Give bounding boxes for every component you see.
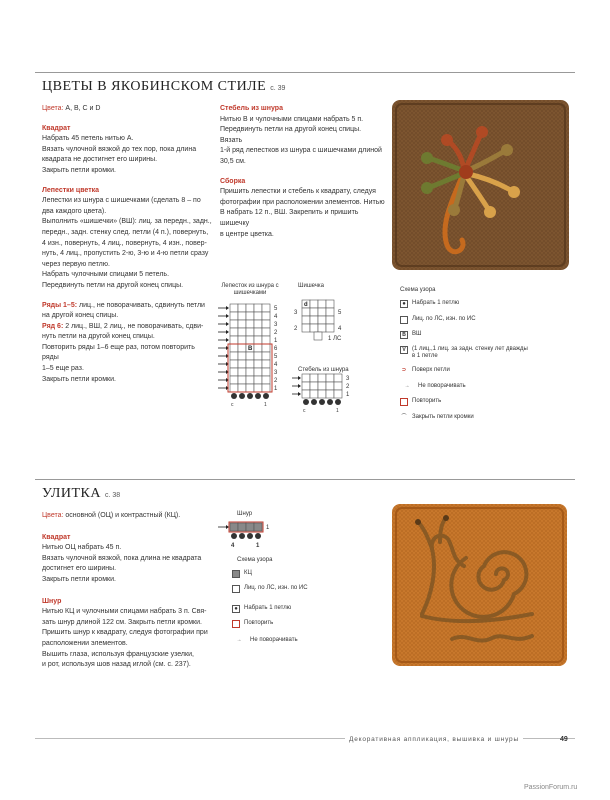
arrow-head (226, 306, 229, 310)
arrow-head (226, 338, 229, 342)
section1-title-text: ЦВЕТЫ В ЯКОБИНСКОМ СТИЛЕ (42, 79, 267, 94)
cast-on-mark (303, 399, 309, 405)
row-number: 3 (346, 376, 350, 382)
chart-cell (238, 376, 246, 384)
legend-label: Повторить (244, 620, 274, 626)
text-line: квадрата не достигнет его ширины. (42, 156, 158, 164)
chart-cell (262, 384, 270, 392)
section1-charts (218, 300, 378, 430)
knit-tbl-icon: V (400, 346, 408, 354)
petal-chart (218, 304, 278, 408)
cast-on-mark (239, 393, 245, 399)
chart-cell (326, 316, 334, 324)
no-turn-arrow-icon: → (404, 383, 410, 389)
chart-cell (262, 344, 270, 352)
text-line: Нитью В и чулочными спицами набрать 5 п. (220, 115, 364, 123)
col-label: 1 (256, 543, 260, 549)
chart-cell (238, 384, 246, 392)
arrow-head (226, 322, 229, 326)
chart-knob-title: Шишечка (298, 283, 325, 289)
chart-cell (238, 360, 246, 368)
chart-cell (262, 304, 270, 312)
chart-cell (238, 336, 246, 344)
cast-on-mark (231, 393, 237, 399)
chart-cell (314, 332, 322, 340)
footer-text: Декоративная аппликация, вышивка и шнуры (345, 736, 523, 743)
knob-chart (294, 300, 342, 342)
chart-cell (230, 352, 238, 360)
chart-cell (302, 382, 310, 390)
chart-cell (262, 352, 270, 360)
legend-label: Набрать 1 петлю (412, 300, 460, 306)
legend-item (400, 367, 530, 375)
chart-cell (318, 308, 326, 316)
section1-assembly-heading: Сборка (220, 177, 246, 185)
chart-cell (230, 376, 238, 384)
chart-cell (326, 324, 334, 332)
section1-square-heading: Квадрат (42, 124, 71, 132)
chart-cell (262, 368, 270, 376)
chart-cell (238, 344, 246, 352)
row-number: 6 (274, 346, 278, 352)
text-line: нуть, 4 лиц., пропустить 2-ю, 3-ю и 4-ю петли сразу (42, 250, 209, 258)
chart-cell (326, 374, 334, 382)
chart-cell (230, 320, 238, 328)
row-number: 2 (294, 326, 298, 332)
text-line: Пришить лепестки и стебель к квадрату, следуя (220, 188, 376, 196)
section1-square-text (42, 134, 212, 176)
section2-left-column (42, 511, 217, 671)
legend-item (232, 620, 322, 628)
chart-cell (246, 320, 254, 328)
chart-cell (318, 324, 326, 332)
chart-cell (230, 384, 238, 392)
arrow-head (298, 392, 301, 396)
knit-stitch-icon (400, 316, 408, 324)
chart-cell (230, 336, 238, 344)
chart-cell (262, 376, 270, 384)
text-line: Закрыть петли кромки. (42, 166, 116, 174)
chart-stem-title: Стебель из шнура (298, 367, 349, 373)
chart-cell (262, 312, 270, 320)
chart-cell (230, 360, 238, 368)
text-line: Пришить шнур к квадрату, следуя фотографии при (42, 629, 208, 637)
section1-petals-text (42, 196, 212, 291)
cast-on-mark (239, 533, 245, 539)
repeat-icon (400, 398, 408, 406)
chart-cell (262, 336, 270, 344)
text-line: Нитью КЦ и чулочными спицами набрать 3 п. Свя- (42, 608, 207, 616)
legend-label: Лиц. по ЛС, изн. по ИС (244, 585, 308, 591)
cast-on-mark (327, 399, 333, 405)
rows-line: Закрыть петли кромки. (42, 375, 116, 383)
chart-cell (334, 374, 342, 382)
section2-square-text (42, 543, 217, 585)
chart-cell (318, 316, 326, 324)
rows-line: Повторить ряды 1–6 еще раз, потом повторить ряды (42, 343, 195, 362)
chart-cell (310, 374, 318, 382)
chart-cell (230, 368, 238, 376)
text-line: через первую петлю. (42, 260, 110, 268)
arrow-head (298, 376, 301, 380)
arrow-head (298, 384, 301, 388)
chart-cell (246, 368, 254, 376)
section1-page-ref: с. 39 (270, 85, 286, 92)
text-line: Передвинуть петли на другой конец спицы. (42, 281, 184, 289)
chart-cell (254, 320, 262, 328)
section1-colors: Цвета: A, B, C и D (42, 105, 101, 112)
text-line: Набрать чулочными спицами 5 петель. (42, 271, 170, 279)
chart-cell (238, 312, 246, 320)
cast-on-mark (255, 533, 261, 539)
chart-cell (238, 523, 246, 531)
row-number: 2 (274, 330, 278, 336)
legend-label: Набрать 1 петлю (244, 605, 292, 611)
knob-note: 1 ЛС (328, 336, 342, 342)
chart-cell (310, 308, 318, 316)
chart-cell (246, 523, 254, 531)
chart-cell (246, 352, 254, 360)
row-number: 3 (294, 310, 298, 316)
section2-page-ref: с. 38 (104, 492, 121, 499)
chart-cell (230, 304, 238, 312)
chart-cell (334, 390, 342, 398)
chart-cell (238, 352, 246, 360)
arrow-head (226, 330, 229, 334)
text-line: Вязать чулочной вязкой, пока длина не квадрата (42, 554, 202, 562)
legend-item (400, 300, 530, 308)
chart-cell (254, 523, 262, 531)
cast-on-icon: ● (400, 300, 408, 308)
chart-cell (254, 344, 262, 352)
snail-square-image (392, 504, 567, 666)
chart-cell (230, 328, 238, 336)
chart-cell (254, 384, 262, 392)
legend-label: ВШ (412, 331, 422, 337)
row-number: 5 (274, 354, 278, 360)
chart-cell (318, 374, 326, 382)
knob-d-cell: d (304, 302, 308, 308)
section2-title-text: УЛИТКА (42, 486, 101, 501)
flower-square-photo (392, 100, 569, 270)
chart-cell (230, 523, 238, 531)
legend-label: Поверх петли (412, 367, 450, 373)
text-line: Лепестки из шнура с шишечками (сделать 8 – по (42, 197, 201, 205)
chart-cell (238, 368, 246, 376)
rows-line: нуть петли на другой конец спицы. (42, 333, 155, 341)
row-number: 1 (274, 386, 278, 392)
text-line: передн., задн. стенку след. петли (4 п.), повернуть, (42, 228, 209, 236)
rows-line: на другой конец спицы. (42, 312, 119, 320)
text-line: Набрать 45 петель нитью А. (42, 135, 134, 143)
legend-item (232, 570, 322, 578)
row-number: 5 (274, 306, 278, 312)
flower-square-image (392, 100, 569, 270)
cast-on-mark (247, 393, 253, 399)
row-number: 5 (338, 310, 342, 316)
chart-cell (310, 300, 318, 308)
chart-cell (230, 344, 238, 352)
chart-cell (238, 320, 246, 328)
row-number: 1 (346, 392, 350, 398)
chart-cell (326, 390, 334, 398)
section2-title (42, 486, 120, 502)
chart-cell (254, 368, 262, 376)
row-number: 4 (274, 362, 278, 368)
legend-item (232, 605, 322, 613)
chart-cell (302, 390, 310, 398)
col-label: с (231, 402, 234, 408)
text-line: расположении элементов. (42, 639, 128, 647)
bobble-cell: B (248, 346, 253, 352)
knit-stitch-icon (232, 585, 240, 593)
chart-cell (326, 308, 334, 316)
legend-label: (1 лиц.,1 лиц. за задн. стенку лет дважды в 1 петле (412, 346, 528, 359)
section1-left-column (42, 104, 212, 385)
text-line: Передвинуть петли на другой конец спицы. Вязать (220, 126, 362, 144)
chart-cell (326, 382, 334, 390)
no-turn-arrow-icon: → (236, 637, 242, 643)
chart-cell (310, 390, 318, 398)
chart-cell (254, 376, 262, 384)
text-line: 4 изн., повернуть, 4 лиц., повернуть, 4 изн., повер- (42, 239, 207, 247)
section1-title (42, 79, 285, 95)
text-line: фотографии при расположении элементов. Нитью (220, 198, 385, 206)
legend-label: Закрыть петли кромки (412, 414, 474, 420)
col-label: 4 (231, 543, 235, 549)
chart-cell (302, 308, 310, 316)
chart-cell (310, 324, 318, 332)
legend-label: Повторить (412, 398, 442, 404)
section2-square-heading: Квадрат (42, 533, 71, 541)
section1-petals-heading: Лепестки цветка (42, 186, 100, 194)
text-line: 1-й ряд лепестков из шнура с шишечками длиной (220, 147, 382, 155)
section1-legend-title: Схема узора (400, 287, 436, 293)
section1-stem-heading: Стебель из шнура (220, 105, 283, 112)
cord-chart-title: Шнур (237, 511, 253, 517)
text-line: В набрать 12 п., ВШ. Закрепить и пришить шишечку (220, 209, 359, 227)
cast-on-mark (231, 533, 237, 539)
section1-top-rule (35, 72, 575, 73)
row-number: 1 (266, 525, 270, 531)
chart-cell (246, 376, 254, 384)
bind-off-icon: ⌒ (401, 414, 407, 420)
page-number: 49 (560, 736, 568, 743)
legend-item (400, 331, 530, 339)
section1-mid-column (220, 104, 385, 240)
section1-stem-text (220, 115, 385, 168)
chart-cell (310, 316, 318, 324)
chart-cell (254, 360, 262, 368)
text-line: Закрыть петли кромки. (42, 575, 116, 583)
chart-cell (302, 374, 310, 382)
text-line: два каждого цвета). (42, 207, 107, 215)
legend-label: Не поворачивать (418, 383, 466, 389)
cast-on-mark (255, 393, 261, 399)
section1-assembly-text (220, 187, 385, 240)
section2-top-rule (35, 479, 575, 480)
chart-cell (326, 300, 334, 308)
chart-cell (318, 382, 326, 390)
cord-chart (218, 521, 278, 561)
chart-cell (246, 312, 254, 320)
chart-cell (254, 304, 262, 312)
text-line: Вязать чулочной вязкой до тех пор, пока длина (42, 145, 197, 153)
section2-colors: Цвета: основной (ОЦ) и контрастный (КЦ). (42, 512, 181, 519)
arrow-head (226, 314, 229, 318)
col-label: с (303, 408, 306, 414)
stem-chart (292, 374, 350, 414)
legend-item (400, 398, 530, 406)
slip-over-icon: ⊃ (401, 367, 407, 373)
col-label: 1 (264, 402, 267, 408)
rows-line: 1–5 еще раз. (42, 365, 84, 373)
text-line: Вышить глаза, используя французские узелки, (42, 650, 194, 658)
row-number: 4 (338, 326, 342, 332)
row-number: 2 (346, 384, 350, 390)
chart-cell (238, 304, 246, 312)
repeat-icon (232, 620, 240, 628)
text-line: Нитью ОЦ набрать 45 п. (42, 544, 122, 552)
legend-label: Лиц. по ЛС, изн. по ИС (412, 316, 476, 322)
chart-cell (334, 382, 342, 390)
chart-cell (230, 312, 238, 320)
chart-cell (246, 304, 254, 312)
watermark: PassionForum.ru (524, 784, 578, 791)
legend-label: Не поворачивать (250, 637, 298, 643)
rows-line: Ряды 1–5: лиц., не поворачивать, сдвинуть петли (42, 301, 205, 309)
text-line: и рот, используя шов назад иглой (см. с. 237). (42, 661, 191, 669)
text-line: зать шнур длиной 122 см. Закрыть петли кромки. (42, 618, 202, 626)
text-line: 30,5 см. (220, 157, 246, 165)
chart-cell (254, 312, 262, 320)
chart-cell (318, 300, 326, 308)
legend-item (232, 585, 322, 593)
chart-cell (302, 316, 310, 324)
chart-cell (238, 328, 246, 336)
cast-on-mark (263, 393, 269, 399)
text-line: достигнет его ширины. (42, 565, 117, 573)
chart-cell (262, 328, 270, 336)
chart-cell (246, 328, 254, 336)
text-line: в центре цветка. (220, 230, 274, 238)
contrast-color-icon (232, 570, 240, 578)
chart-cell (254, 328, 262, 336)
cast-on-icon: ● (232, 605, 240, 613)
legend-item (400, 383, 530, 391)
chart-cell (310, 382, 318, 390)
row-number: 1 (274, 338, 278, 344)
cast-on-mark (319, 399, 325, 405)
chart-cell (246, 336, 254, 344)
chart-cell (254, 336, 262, 344)
chart-cell (246, 360, 254, 368)
legend-label: КЦ (244, 570, 252, 576)
chart-cell (254, 352, 262, 360)
section2-legend-title: Схема узора (237, 557, 273, 563)
section1-rows-text (42, 301, 212, 386)
row-number: 4 (274, 314, 278, 320)
chart-petal-title: Лепесток из шнура с шишечками (221, 283, 279, 296)
row-number: 2 (274, 378, 278, 384)
rows-line: Ряд 6: 2 лиц., ВШ, 2 лиц., не поворачивать, сдви- (42, 322, 204, 330)
snail-square-photo (392, 504, 567, 666)
cast-on-mark (311, 399, 317, 405)
cast-on-mark (335, 399, 341, 405)
chart-cell (262, 320, 270, 328)
cast-on-mark (247, 533, 253, 539)
col-label: 1 (336, 408, 339, 414)
legend-item (400, 414, 530, 422)
chart-cell (302, 324, 310, 332)
chart-cell (246, 384, 254, 392)
chart-cell (262, 360, 270, 368)
row-number: 3 (274, 322, 278, 328)
legend-item (400, 346, 530, 360)
section2-cord-heading: Шнур (42, 597, 62, 605)
legend-item (400, 316, 530, 324)
row-number: 3 (274, 370, 278, 376)
bobble-icon: B (400, 331, 408, 339)
legend-item (232, 637, 322, 645)
text-line: Выполнить «шишечки» (ВШ): лиц. за передн., задн., (42, 218, 212, 226)
chart-cell (318, 390, 326, 398)
section2-cord-text (42, 607, 217, 671)
